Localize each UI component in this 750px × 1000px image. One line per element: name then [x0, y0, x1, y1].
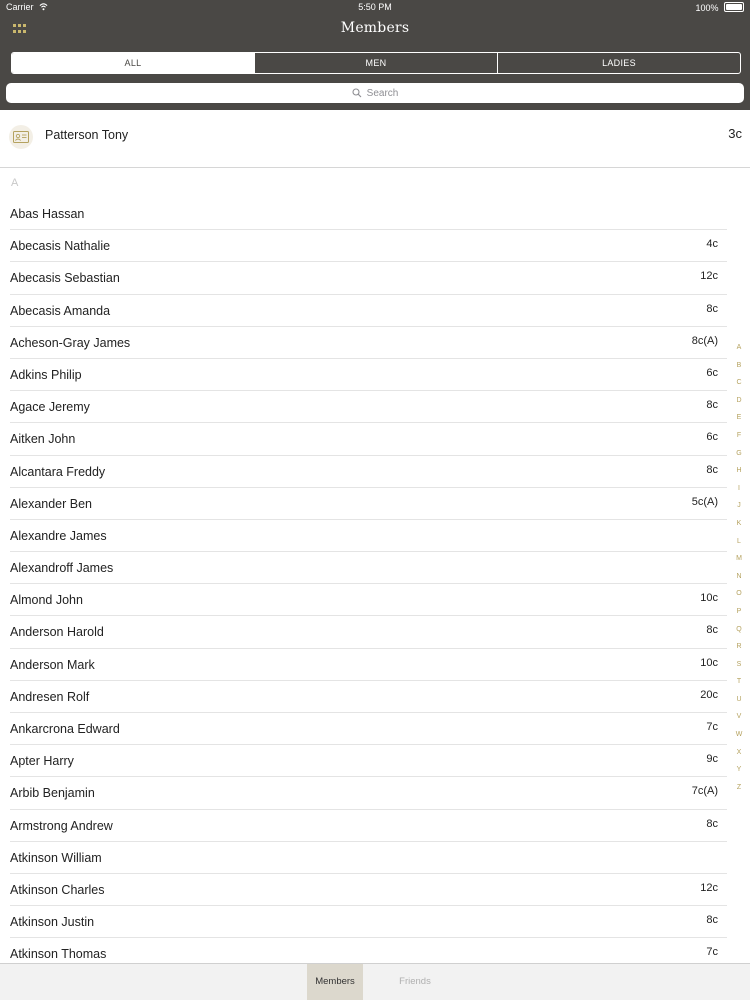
member-row[interactable]	[10, 745, 727, 777]
gender-filter-control	[11, 52, 741, 74]
member-name: Abecasis Amanda	[10, 303, 111, 318]
section-header: A	[11, 177, 19, 189]
member-name: Aitken John	[10, 432, 76, 447]
segment-men[interactable]: MEN	[254, 53, 497, 73]
index-letter-w[interactable]: W	[735, 731, 743, 739]
page-title: Members	[340, 20, 410, 36]
member-room: 8c	[706, 399, 718, 412]
battery-percent: 100%	[695, 3, 719, 13]
index-letter-l[interactable]: L	[737, 537, 741, 545]
member-row[interactable]	[10, 906, 727, 938]
member-room: 4c	[706, 238, 718, 251]
member-room: 8c	[706, 914, 718, 927]
member-name: Atkinson William	[10, 850, 102, 865]
index-letter-a[interactable]: A	[736, 344, 742, 351]
members-list[interactable]	[0, 198, 727, 963]
my-name: Patterson Tony	[45, 128, 129, 142]
member-name: Anderson Mark	[10, 657, 95, 672]
member-name: Arbib Benjamin	[10, 786, 95, 801]
navigation-header	[0, 0, 750, 110]
member-name: Almond John	[10, 593, 83, 608]
member-row[interactable]	[10, 359, 727, 391]
member-row[interactable]	[10, 810, 727, 842]
member-room: 5c(A)	[691, 495, 718, 508]
member-room: 7c	[706, 946, 718, 959]
member-row[interactable]	[10, 681, 727, 713]
member-row[interactable]	[10, 295, 727, 327]
member-row[interactable]	[10, 456, 727, 488]
member-room: 8c	[706, 624, 718, 637]
tab-friends[interactable]: Friends	[399, 976, 431, 987]
member-room: 8c	[706, 463, 718, 476]
member-name: Adkins Philip	[10, 367, 82, 382]
member-row[interactable]	[10, 938, 727, 963]
member-room: 10c	[700, 656, 718, 669]
member-room: 6c	[706, 431, 718, 444]
member-row[interactable]	[10, 552, 727, 584]
member-name: Alexander Ben	[10, 496, 93, 511]
member-row[interactable]	[10, 423, 727, 455]
member-row[interactable]	[10, 649, 727, 681]
index-letter-m[interactable]: M	[736, 555, 742, 563]
index-letter-d[interactable]: D	[736, 396, 742, 404]
member-row[interactable]	[10, 230, 727, 262]
index-letter-j[interactable]: J	[737, 502, 741, 510]
index-letter-y[interactable]: Y	[736, 766, 742, 774]
member-row[interactable]	[10, 327, 727, 359]
my-room: 3c	[728, 126, 742, 141]
status-bar	[0, 0, 750, 16]
index-letter-t[interactable]: T	[736, 678, 742, 686]
member-name: Abecasis Sebastian	[10, 271, 120, 286]
member-name: Atkinson Charles	[10, 882, 105, 897]
member-name: Anderson Harold	[10, 625, 104, 640]
member-row[interactable]	[10, 520, 727, 552]
member-row[interactable]	[10, 262, 727, 294]
member-name: Alexandre James	[10, 528, 107, 543]
member-room: 7c	[706, 721, 718, 733]
member-name: Abas Hassan	[10, 207, 85, 221]
status-time: 5:50 PM	[358, 2, 392, 12]
tab-members[interactable]: Members	[307, 964, 363, 1000]
member-name: Atkinson Justin	[10, 915, 95, 930]
index-letter-f[interactable]: F	[736, 431, 742, 439]
index-letter-g[interactable]: G	[736, 449, 742, 457]
index-letter-v[interactable]: V	[736, 713, 742, 721]
alphabet-index[interactable]	[732, 343, 746, 800]
member-row[interactable]	[10, 874, 727, 906]
index-letter-i[interactable]: I	[738, 484, 740, 492]
battery-icon	[724, 2, 744, 12]
id-card-icon	[9, 125, 33, 149]
index-letter-u[interactable]: U	[736, 695, 742, 703]
segment-ladies[interactable]: LADIES	[497, 53, 740, 73]
index-letter-o[interactable]: O	[736, 590, 742, 598]
index-letter-h[interactable]: H	[736, 467, 742, 475]
member-room: 8c	[706, 817, 718, 830]
index-letter-n[interactable]: N	[736, 572, 742, 580]
member-row[interactable]	[10, 842, 727, 874]
my-profile-row[interactable]	[0, 110, 750, 168]
member-room: 6c	[706, 366, 718, 379]
member-row[interactable]	[10, 198, 727, 230]
segment-all[interactable]: ALL	[12, 53, 254, 73]
index-letter-k[interactable]: K	[736, 519, 742, 527]
member-name: Apter Harry	[10, 754, 74, 769]
member-name: Ankarcrona Edward	[10, 722, 120, 736]
index-letter-b[interactable]: B	[736, 361, 742, 369]
index-letter-x[interactable]: X	[736, 748, 742, 756]
index-letter-e[interactable]: E	[736, 414, 742, 422]
carrier-text: Carrier	[6, 2, 34, 12]
member-room: 9c	[706, 753, 718, 766]
member-name: Armstrong Andrew	[10, 818, 113, 833]
search-icon	[352, 88, 362, 98]
index-letter-p[interactable]: P	[736, 607, 742, 615]
member-row[interactable]	[10, 777, 727, 809]
index-letter-s[interactable]: S	[736, 660, 742, 668]
member-row[interactable]	[10, 391, 727, 423]
index-letter-q[interactable]: Q	[736, 625, 742, 633]
member-name: Andresen Rolf	[10, 689, 90, 704]
member-row[interactable]	[10, 616, 727, 648]
member-name: Abecasis Nathalie	[10, 239, 111, 254]
search-placeholder: Search	[366, 87, 399, 99]
member-room: 8c(A)	[691, 334, 718, 347]
member-room: 10c	[700, 592, 718, 605]
member-name: Agace Jeremy	[10, 400, 90, 415]
index-letter-c[interactable]: C	[736, 379, 742, 387]
member-name: Alexandroff James	[10, 561, 114, 576]
member-room: 12c	[700, 270, 718, 283]
member-row[interactable]	[10, 713, 727, 745]
member-name: Atkinson Thomas	[10, 947, 107, 962]
member-name: Alcantara Freddy	[10, 464, 106, 479]
battery-indicator	[695, 2, 744, 13]
member-room: 7c(A)	[691, 785, 718, 798]
index-letter-z[interactable]: Z	[736, 783, 742, 791]
bottom-tab-bar	[0, 963, 750, 1000]
search-input[interactable]	[6, 83, 744, 103]
member-room: 20c	[700, 688, 718, 701]
member-row[interactable]	[10, 584, 727, 616]
member-room: 12c	[700, 881, 718, 894]
member-row[interactable]	[10, 488, 727, 520]
member-room: 8c	[706, 302, 718, 315]
index-letter-r[interactable]: R	[736, 643, 742, 651]
member-name: Acheson-Gray James	[10, 335, 131, 350]
